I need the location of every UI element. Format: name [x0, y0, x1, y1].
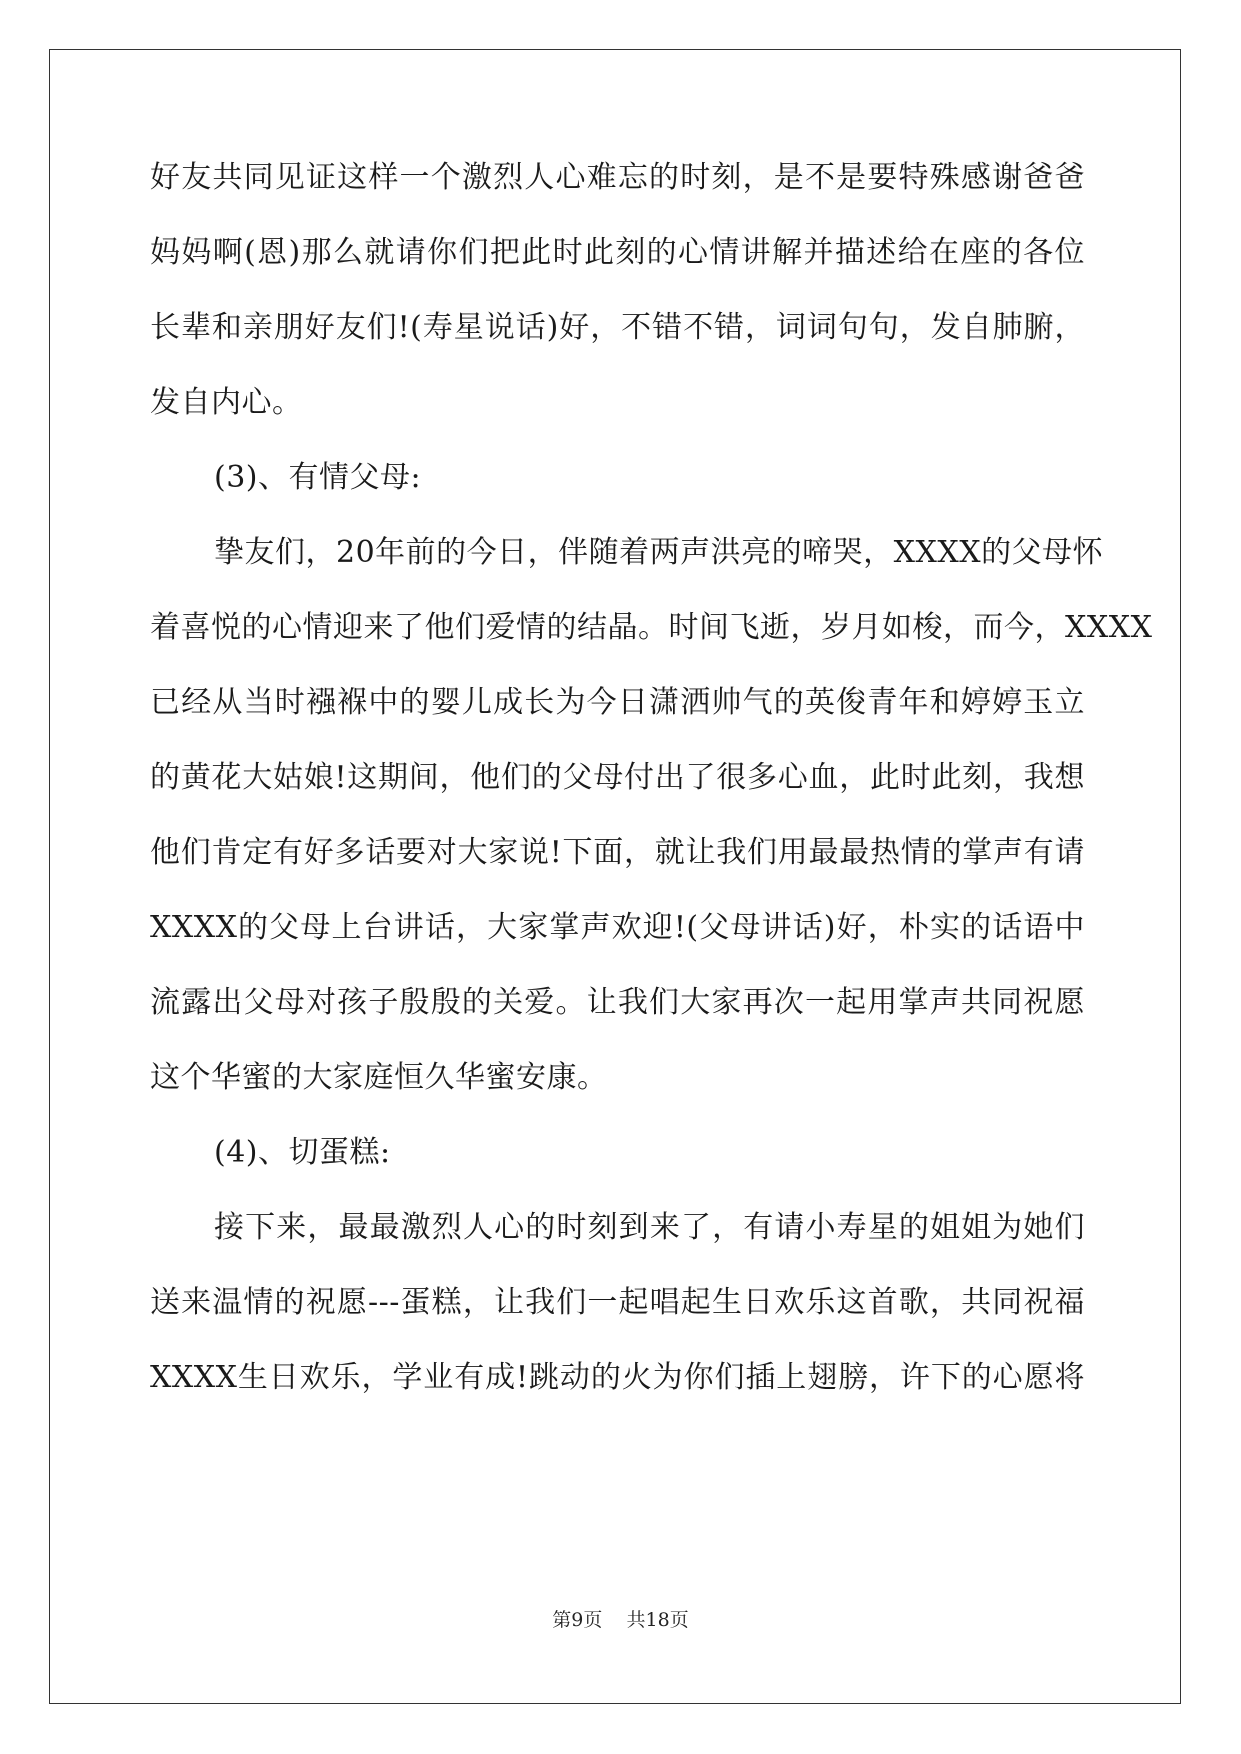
text-line: 发自内心。 — [150, 385, 303, 420]
page-border — [49, 49, 1181, 1704]
paragraph-first-line: 接下来，最最激烈人心的时刻到来了，有请小寿星的姐姐为她们 — [214, 1210, 1085, 1245]
paragraph-first-line: 挚友们，20年前的今日，伴随着两声洪亮的啼哭，XXXX的父母怀 — [214, 535, 1104, 570]
page-footer — [0, 1608, 1241, 1632]
text-line: XXXX生日欢乐，学业有成!跳动的火为你们插上翅膀，许下的心愿将 — [150, 1360, 1085, 1395]
text-line: 已经从当时襁褓中的婴儿成长为今日潇洒帅气的英俊青年和婷婷玉立 — [150, 685, 1085, 720]
text-line: 长辈和亲朋好友们!(寿星说话)好，不错不错，词词句句，发自肺腑， — [150, 310, 1085, 345]
text-line: 的黄花大姑娘!这期间，他们的父母付出了很多心血，此时此刻，我想 — [150, 760, 1085, 795]
text-line: 妈妈啊(恩)那么就请你们把此时此刻的心情讲解并描述给在座的各位 — [150, 235, 1085, 270]
section-heading: (4)、切蛋糕: — [214, 1135, 391, 1170]
text-line: 这个华蜜的大家庭恒久华蜜安康。 — [150, 1060, 608, 1095]
section-heading: (3)、有情父母: — [214, 460, 422, 495]
page-total: 共18页 — [626, 1609, 689, 1631]
text-line: 送来温情的祝愿---蛋糕，让我们一起唱起生日欢乐这首歌，共同祝福 — [150, 1285, 1085, 1320]
text-line: 着喜悦的心情迎来了他们爱情的结晶。时间飞逝，岁月如梭，而今，XXXX — [150, 610, 1153, 645]
text-line: 他们肯定有好多话要对大家说!下面，就让我们用最最热情的掌声有请 — [150, 835, 1085, 870]
page-number: 第9页 — [552, 1609, 603, 1631]
text-line: XXXX的父母上台讲话，大家掌声欢迎!(父母讲话)好，朴实的话语中 — [150, 910, 1085, 945]
text-line: 好友共同见证这样一个激烈人心难忘的时刻，是不是要特殊感谢爸爸 — [150, 160, 1085, 195]
text-line: 流露出父母对孩子殷殷的关爱。让我们大家再次一起用掌声共同祝愿 — [150, 985, 1085, 1020]
